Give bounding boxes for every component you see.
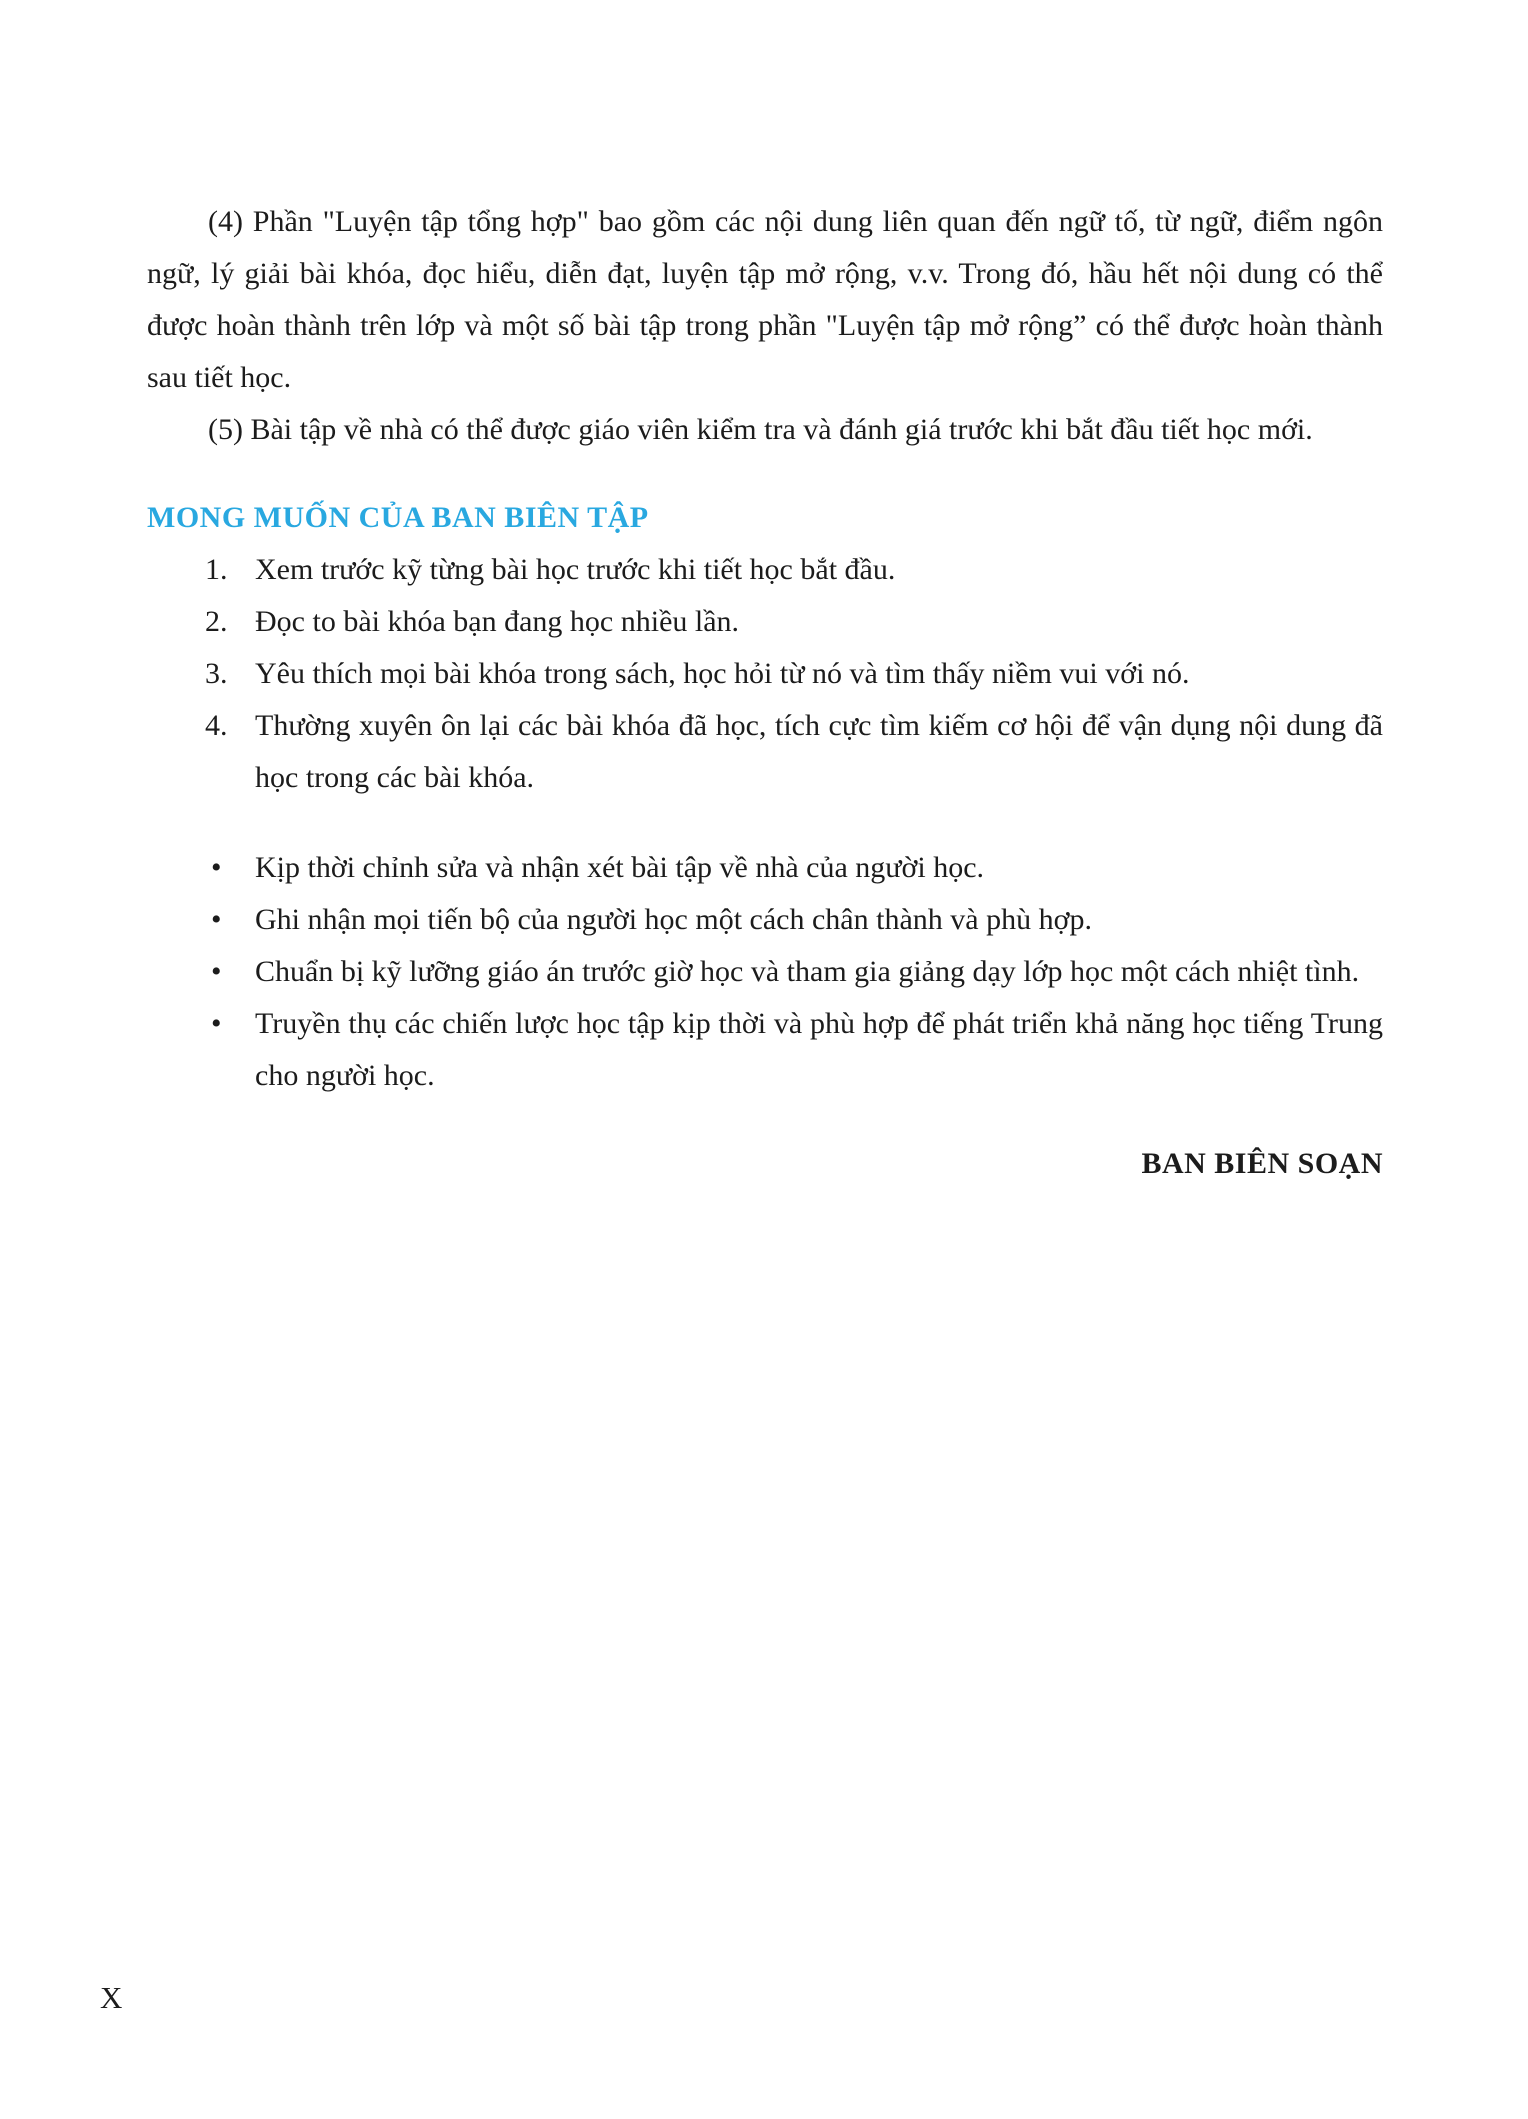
bullet-icon: •	[211, 1007, 222, 1040]
bullet-list	[147, 842, 1383, 1102]
list-item-text: Thường xuyên ôn lại các bài khóa đã học, tích cực tìm kiếm cơ hội để vận dụng nội dung đã học trong các bài khóa.	[255, 709, 1383, 794]
list-item-number: 2.	[205, 605, 228, 638]
list-item	[205, 946, 1383, 998]
page-content	[147, 196, 1383, 1190]
bullet-icon: •	[211, 851, 222, 884]
list-item-text: Chuẩn bị kỹ lưỡng giáo án trước giờ học và tham gia giảng dạy lớp học một cách nhiệt tình.	[255, 955, 1360, 988]
list-item-text: Đọc to bài khóa bạn đang học nhiều lần.	[255, 605, 740, 638]
bullet-icon: •	[211, 903, 222, 936]
list-item-number: 1.	[205, 553, 228, 586]
list-item-text: Ghi nhận mọi tiến bộ của người học một cách chân thành và phù hợp.	[255, 903, 1092, 936]
page-number: X	[100, 1980, 123, 2015]
list-item-text: Yêu thích mọi bài khóa trong sách, học hỏi từ nó và tìm thấy niềm vui với nó.	[255, 657, 1190, 690]
section-heading: MONG MUỐN CỦA BAN BIÊN TẬP	[147, 501, 649, 534]
list-item-number: 4.	[205, 709, 228, 742]
list-item-text: Truyền thụ các chiến lược học tập kịp thời và phù hợp để phát triển khả năng học tiếng Trung cho người học.	[255, 1007, 1383, 1092]
list-item-text: Kịp thời chỉnh sửa và nhận xét bài tập về nhà của người học.	[255, 851, 985, 884]
list-item	[205, 998, 1383, 1102]
numbered-list	[147, 544, 1383, 804]
list-item	[205, 596, 1383, 648]
list-item	[205, 544, 1383, 596]
list-item	[205, 894, 1383, 946]
signature: BAN BIÊN SOẠN	[1141, 1147, 1383, 1180]
paragraph-4: (4) Phần "Luyện tập tổng hợp" bao gồm các nội dung liên quan đến ngữ tố, từ ngữ, điểm ngôn ngữ, lý giải bài khóa, đọc hiểu, diễn đạt, luyện tập mở rộng, v.v. Trong đó, hầu hết nội dung có thể được hoàn thành trên lớp và một số bài tập trong phần "Luyện tập mở rộng” có thể được hoàn thành sau tiết học.	[147, 205, 1383, 394]
list-item	[205, 648, 1383, 700]
list-item	[205, 842, 1383, 894]
list-item-number: 3.	[205, 657, 228, 690]
paragraph-5: (5) Bài tập về nhà có thể được giáo viên kiểm tra và đánh giá trước khi bắt đầu tiết học mới.	[208, 413, 1313, 446]
bullet-icon: •	[211, 955, 222, 988]
list-item-text: Xem trước kỹ từng bài học trước khi tiết học bắt đầu.	[255, 553, 896, 586]
list-item	[205, 700, 1383, 804]
